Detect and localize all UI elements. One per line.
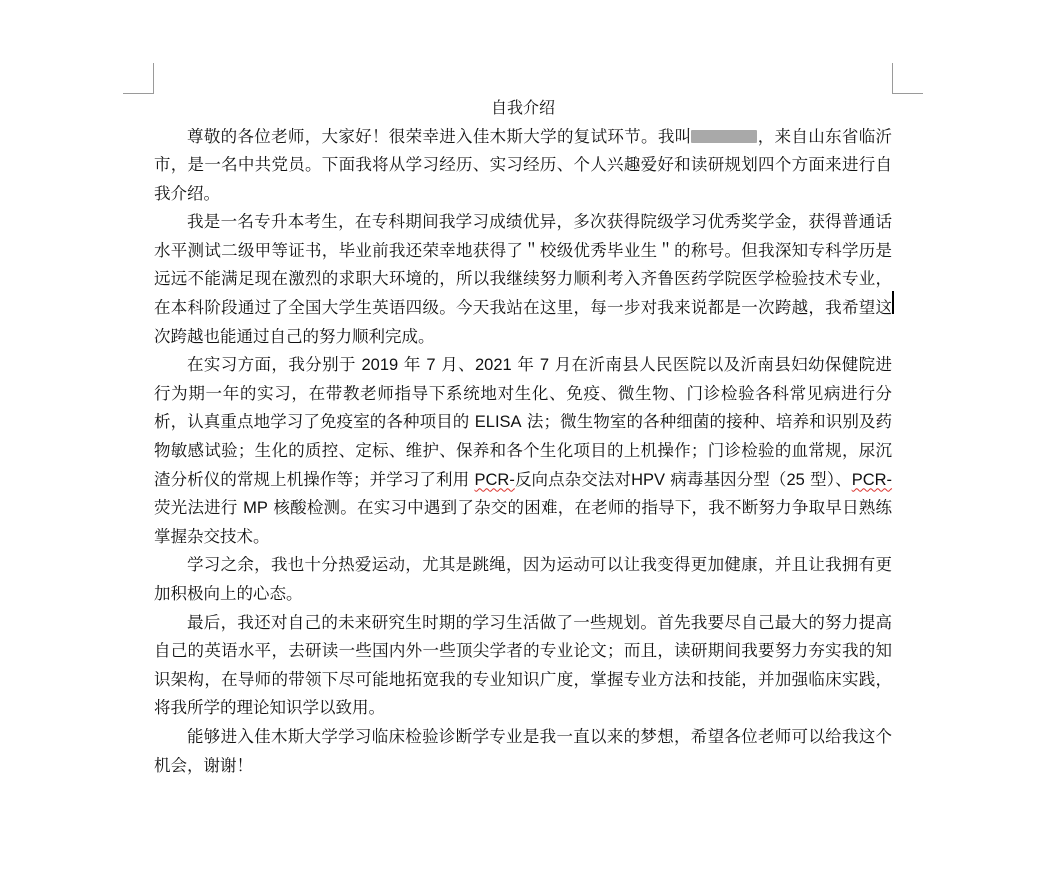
internship-text: 型）、 bbox=[810, 469, 852, 489]
term-pcr-misspelled[interactable]: PCR- bbox=[474, 470, 515, 489]
internship-month-end: 7 bbox=[539, 356, 550, 375]
paragraph-study-plan[interactable]: 最后，我还对自己的未来研究生时期的学习生活做了一些规划。首先我要尽自己最大的努力提高自己的英语水平，去研读一些国内外一些顶尖学者的专业论文；而且，读研期间我要努力夯实我的知识架构，在导师的带领下尽可能地拓宽我的专业知识广度，掌握专业方法和技能，并加强临床实践，将我所学的理论知识学以致用。 bbox=[154, 612, 892, 718]
paragraph-hobbies[interactable]: 学习之余，我也十分热爱运动，尤其是跳绳，因为运动可以让我变得更加健康，并且让我拥有更加积极向上的心态。 bbox=[154, 555, 892, 603]
term-elisa: ELISA bbox=[474, 413, 522, 432]
term-pcr-misspelled[interactable]: PCR- bbox=[851, 470, 893, 489]
internship-text: 在实习方面，我分别于 bbox=[187, 355, 356, 375]
paragraph-internship[interactable] bbox=[154, 351, 892, 551]
text-cursor bbox=[892, 291, 894, 314]
paragraph-introduction[interactable] bbox=[154, 123, 892, 209]
internship-text: 月、 bbox=[441, 355, 475, 375]
intro-text-end: ，来自山东省临沂市，是一名中共党员。下面我将从学习经历、实习经历、个人兴趣爱好和读研规划四个方面来进行自我介绍。 bbox=[154, 126, 893, 203]
internship-text: 病毒基因分型（ bbox=[670, 469, 787, 489]
paragraph-education[interactable]: 我是一名专升本考生，在专科期间我学习成绩优异，多次获得院级学习优秀奖学金，获得普通话水平测试二级甲等证书，毕业前我还荣幸地获得了＂校级优秀毕业生＂的称号。但我深知专科学历是远远不能满足现在激烈的求职大环境的，所以我继续努力顺利考入齐鲁医药学院医学检验技术专业，在本科阶段通过了全国大学生英语四级。今天我站在这里，每一步对我来说都是一次跨越，我希望这次跨越也能通过自己的努力顺利完成。 bbox=[154, 212, 892, 346]
internship-text: 核酸检测。在实习中遇到了杂交的困难，在老师的指导下，我不断努力争取早日熟练掌握杂交技术。 bbox=[154, 498, 893, 546]
paragraph-closing[interactable]: 能够进入佳木斯大学学习临床检验诊断学专业是我一直以来的梦想，希望各位老师可以给我这个机会，谢谢！ bbox=[154, 726, 892, 775]
internship-year-start: 2019 bbox=[361, 356, 399, 375]
top-right-crop-mark bbox=[892, 63, 923, 94]
internship-text: 荧光法进行 bbox=[154, 498, 238, 518]
document-title: 自我介绍 bbox=[490, 98, 555, 117]
internship-text: 月在沂南县人民医院以及沂南县妇幼保健院进行为期一年的实习，在带教老师指导下系统地对生化、免疫、微生物、门诊检验各科常见病进行分析，认真重点地学习了免疫室的各种项目的 bbox=[154, 355, 893, 432]
redacted-name bbox=[691, 130, 757, 143]
internship-year-end: 2021 bbox=[475, 356, 512, 375]
document-page[interactable] bbox=[154, 94, 892, 780]
internship-month-start: 7 bbox=[426, 356, 436, 375]
internship-text: 年 bbox=[403, 355, 421, 375]
top-left-crop-mark bbox=[123, 63, 154, 94]
internship-text: 法；微生物室的各种细菌的接种、培养和识别及药物敏感试验；生化的质控、定标、维护、保养和各个生化项目的上机操作；门诊检验的血常规，尿沉渣分析仪的常规上机操作等；并学习了利用 bbox=[154, 412, 893, 489]
term-hpv: HPV bbox=[631, 470, 665, 489]
internship-text: 年 bbox=[517, 355, 535, 375]
term-mp: MP bbox=[243, 499, 268, 518]
genotype-count: 25 bbox=[786, 470, 805, 489]
internship-text: 反向点杂交法对 bbox=[514, 469, 632, 489]
intro-text-start: 尊敬的各位老师，大家好！很荣幸进入佳木斯大学的复试环节。我叫 bbox=[187, 126, 692, 146]
